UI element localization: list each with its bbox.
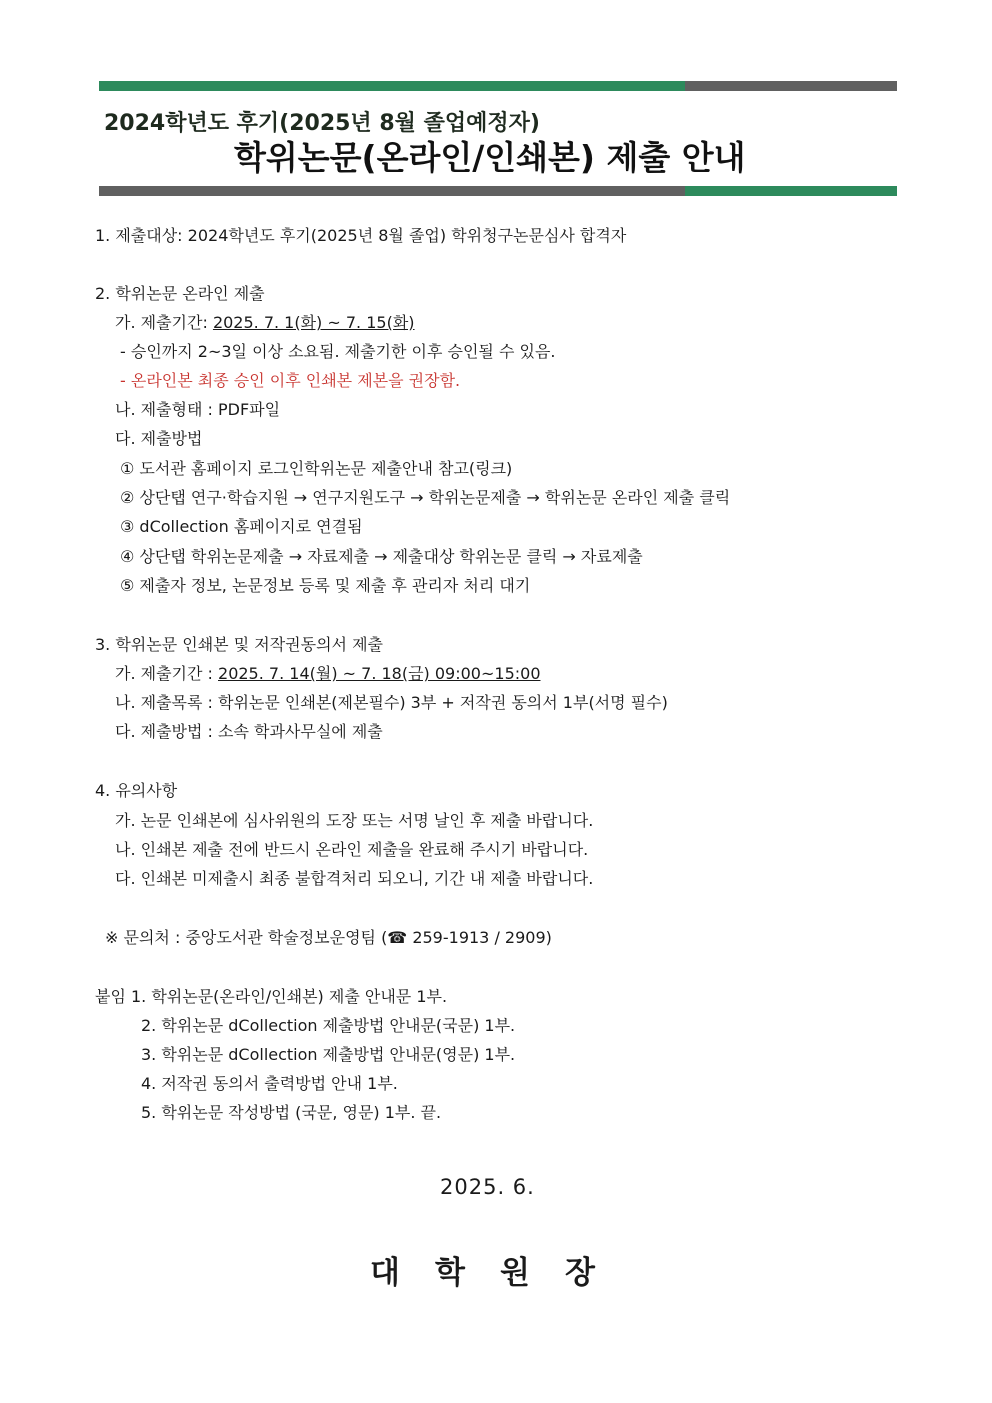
section3-period: [115, 664, 541, 684]
section3-period-label: 가. 제출기간 :: [115, 664, 219, 683]
issue-date: 2025. 6.: [440, 1175, 535, 1199]
section2-method: 다. 제출방법: [115, 429, 203, 448]
section2-note1: - 승인까지 2~3일 이상 소요됨. 제출기한 이후 승인될 수 있음.: [120, 342, 556, 361]
section4-item: 나. 인쇄본 제출 전에 반드시 온라인 제출을 완료해 주시기 바랍니다.: [115, 840, 589, 859]
section1-target: 1. 제출대상: 2024학년도 후기(2025년 8월 졸업) 학위청구논문심사 합격자: [95, 226, 627, 245]
attachment-item: 5. 학위논문 작성방법 (국문, 영문) 1부. 끝.: [141, 1103, 442, 1122]
signature-block: [370, 1247, 630, 1292]
section2-step: ① 도서관 홈페이지 로그인학위논문 제출안내 참고(링크): [120, 459, 513, 478]
section2-heading: 2. 학위논문 온라인 제출: [95, 284, 265, 303]
section2-step: ③ dCollection 홈페이지로 연결됨: [120, 517, 363, 536]
signature-char: 대: [370, 1255, 400, 1291]
section2-step: ④ 상단탭 학위논문제출 → 자료제출 → 제출대상 학위논문 클릭 → 자료제출: [120, 547, 643, 566]
contact-info: ※ 문의처 : 중앙도서관 학술정보운영팀 (☎ 259-1913 / 2909): [105, 928, 552, 947]
header-rule-top: [99, 81, 897, 91]
section2-step: ② 상단탭 연구·학습지원 → 연구지원도구 → 학위논문제출 → 학위논문 온라인 제출 클릭: [120, 488, 731, 507]
attachment-item: 4. 저작권 동의서 출력방법 안내 1부.: [141, 1074, 398, 1093]
section2-step: ⑤ 제출자 정보, 논문정보 등록 및 제출 후 관리자 처리 대기: [120, 576, 531, 595]
document-subtitle: 2024학년도 후기(2025년 8월 졸업예정자): [104, 111, 540, 136]
section2-format: 나. 제출형태 : PDF파일: [115, 400, 281, 419]
attachment-item: 2. 학위논문 dCollection 제출방법 안내문(국문) 1부.: [141, 1016, 516, 1035]
section4-heading: 4. 유의사항: [95, 781, 178, 800]
document-title: 학위논문(온라인/인쇄본) 제출 안내: [234, 138, 746, 177]
signature-char: 장: [565, 1255, 595, 1291]
header-rule-bottom: [99, 186, 897, 196]
section2-note2: - 온라인본 최종 승인 이후 인쇄본 제본을 권장함.: [120, 371, 461, 390]
section3-heading: 3. 학위논문 인쇄본 및 저작권동의서 제출: [95, 635, 383, 654]
section4-item: 다. 인쇄본 미제출시 최종 불합격처리 되오니, 기간 내 제출 바랍니다.: [115, 869, 594, 888]
signature-char: 원: [500, 1255, 530, 1291]
section2-period-value: 2025. 7. 1(화) ~ 7. 15(화): [212, 313, 415, 332]
section4-item: 가. 논문 인쇄본에 심사위원의 도장 또는 서명 날인 후 제출 바랍니다.: [115, 811, 594, 830]
attachment-item: 붙임 1. 학위논문(온라인/인쇄본) 제출 안내문 1부.: [95, 987, 448, 1006]
signature-char: 학: [435, 1255, 465, 1291]
section3-list: 나. 제출목록 : 학위논문 인쇄본(제본필수) 3부 + 저작권 동의서 1부(서명 필수): [115, 693, 668, 712]
section2-period: [115, 313, 415, 333]
section3-period-value: 2025. 7. 14(월) ~ 7. 18(금) 09:00~15:00: [218, 664, 541, 683]
section2-period-label: 가. 제출기간:: [115, 313, 213, 332]
section3-method: 다. 제출방법 : 소속 학과사무실에 제출: [115, 722, 383, 741]
attachment-item: 3. 학위논문 dCollection 제출방법 안내문(영문) 1부.: [141, 1045, 516, 1064]
